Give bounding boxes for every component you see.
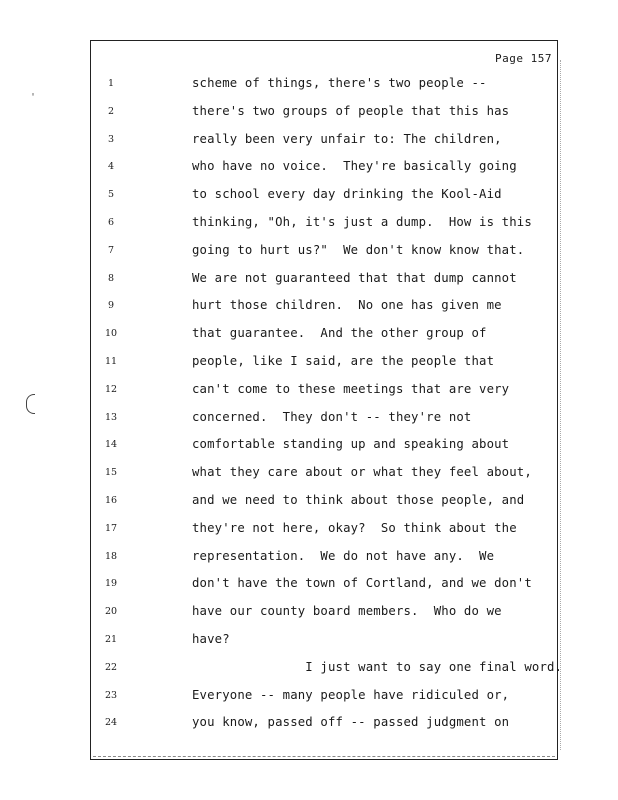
line-number: 22 bbox=[104, 661, 118, 673]
line-number: 23 bbox=[104, 689, 118, 701]
line-text: comfortable standing up and speaking about bbox=[192, 437, 510, 452]
transcript-line bbox=[0, 715, 618, 739]
transcript-line bbox=[0, 604, 618, 628]
line-text: really been very unfair to: The children, bbox=[192, 131, 502, 146]
line-text: can't come to these meetings that are very bbox=[192, 381, 510, 396]
line-number: 24 bbox=[104, 717, 118, 729]
line-text: that guarantee. And the other group of bbox=[192, 326, 487, 341]
line-text: I just want to say one final word. bbox=[192, 659, 563, 674]
line-text: have? bbox=[192, 632, 230, 646]
transcript-line bbox=[0, 104, 618, 128]
line-number: 15 bbox=[104, 467, 118, 479]
transcript-line bbox=[0, 632, 618, 656]
transcript-line bbox=[0, 243, 618, 267]
line-number: 16 bbox=[104, 495, 118, 506]
transcript-line bbox=[0, 298, 618, 322]
line-number: 18 bbox=[104, 550, 118, 562]
transcript-line bbox=[0, 382, 618, 406]
margin-scan-dot: ' bbox=[30, 92, 37, 103]
line-number: 17 bbox=[104, 522, 118, 534]
transcript-line bbox=[0, 132, 618, 156]
transcript-line bbox=[0, 76, 618, 100]
transcript-line bbox=[0, 576, 618, 600]
transcript-line bbox=[0, 159, 618, 183]
line-number: 4 bbox=[107, 161, 115, 173]
line-text: to school every day drinking the Kool-Aid bbox=[192, 187, 502, 202]
line-text: people, like I said, are the people that bbox=[192, 354, 495, 368]
line-number: 11 bbox=[104, 356, 118, 367]
line-text: We are not guaranteed that that dump cannot bbox=[192, 270, 517, 285]
line-number: 13 bbox=[104, 411, 118, 423]
line-number: 8 bbox=[107, 272, 115, 284]
line-number: 14 bbox=[104, 439, 118, 451]
line-number: 2 bbox=[107, 105, 115, 117]
transcript-line bbox=[0, 326, 618, 350]
line-text: thinking, "Oh, it's just a dump. How is this bbox=[192, 215, 532, 229]
transcript-line bbox=[0, 549, 618, 573]
line-number: 1 bbox=[107, 78, 115, 89]
line-text: concerned. They don't -- they're not bbox=[192, 409, 472, 424]
line-text: hurt those children. No one has given me bbox=[192, 298, 502, 313]
line-text: don't have the town of Cortland, and we don't bbox=[192, 576, 532, 591]
line-number: 21 bbox=[104, 634, 118, 645]
line-text: they're not here, okay? So think about the bbox=[192, 520, 517, 535]
line-number: 6 bbox=[107, 217, 115, 228]
line-number: 12 bbox=[104, 383, 118, 395]
line-number: 10 bbox=[104, 328, 118, 340]
line-number: 3 bbox=[107, 133, 115, 145]
line-number: 9 bbox=[107, 300, 115, 312]
page-number: Page 157 bbox=[495, 52, 552, 65]
line-number: 7 bbox=[107, 244, 115, 256]
transcript-line bbox=[0, 660, 618, 684]
line-number: 5 bbox=[107, 189, 115, 201]
transcript-line bbox=[0, 271, 618, 295]
line-text: what they care about or what they feel about, bbox=[192, 465, 532, 480]
transcript-line bbox=[0, 521, 618, 545]
line-text: scheme of things, there's two people -- bbox=[192, 76, 487, 90]
transcript-line bbox=[0, 465, 618, 489]
line-text: Everyone -- many people have ridiculed or, bbox=[192, 687, 510, 702]
line-text: have our county board members. Who do we bbox=[192, 604, 502, 619]
transcript-line bbox=[0, 437, 618, 461]
line-number: 19 bbox=[104, 578, 118, 590]
line-text: you know, passed off -- passed judgment on bbox=[192, 715, 510, 730]
transcript-line bbox=[0, 187, 618, 211]
line-text: who have no voice. They're basically going bbox=[192, 159, 517, 174]
transcript-line bbox=[0, 410, 618, 434]
transcript-line bbox=[0, 354, 618, 378]
line-text: and we need to think about those people, and bbox=[192, 493, 525, 507]
line-number: 20 bbox=[104, 606, 118, 618]
transcript-line bbox=[0, 493, 618, 517]
transcript-line bbox=[0, 688, 618, 712]
line-text: representation. We do not have any. We bbox=[192, 548, 495, 563]
transcript-line bbox=[0, 215, 618, 239]
line-text: there's two groups of people that this has bbox=[192, 103, 510, 118]
line-text: going to hurt us?" We don't know know that. bbox=[192, 242, 525, 257]
